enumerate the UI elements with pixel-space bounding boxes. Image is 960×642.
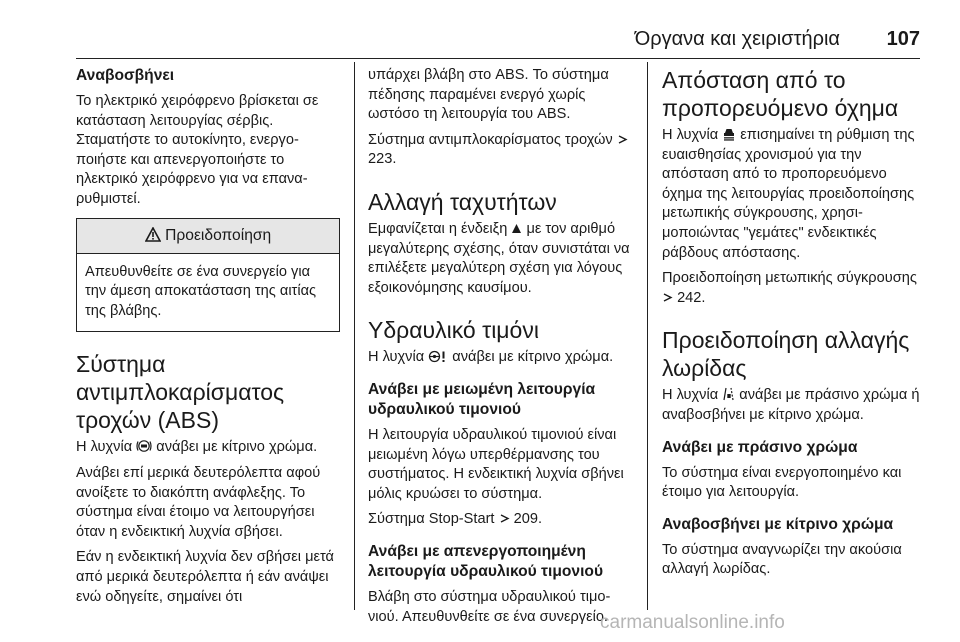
page-header [0, 22, 960, 62]
paragraph: Η λειτουργία υδραυλικού τιμονιού είναι μειωμένη λόγω υπερθέρμανσης του συστήματος. Η ενδεικτική λυχνία σβήνει μόλις κρυώσει το σύστημα. [368, 426, 624, 502]
column-2 [368, 66, 632, 633]
chapter-title: Όργανα και χειριστήρια [634, 28, 840, 50]
column-1 [76, 66, 340, 613]
paragraph: Βλάβη στο σύστημα υδραυλικού τιμονιού. Απευθυνθείτε σε ένα συνεργείο. [368, 588, 611, 625]
paragraph: Το σύστημα αναγνωρίζει την ακούσια αλλαγή λωρίδας. [662, 541, 902, 578]
paragraph: Ανάβει επί μερικά δευτερόλεπτα αφού ανοίξετε το διακόπτη ανάφλεξης. Το σύστημα είναι έτοιμο να λειτουργήσει όταν η ενδεικτική λυχνία σβήσει. [76, 464, 321, 540]
vehicle-distance-icon [722, 127, 736, 141]
paragraph: Η λυχνία ανάβει με κίτρινο χρώμα. [76, 439, 318, 456]
section-heading-abs: Σύστημα αντιμπλοκαρίσματος τροχών (ABS) [76, 351, 285, 434]
warning-triangle-icon [145, 227, 161, 242]
cross-reference: Σύστημα Stop-Start 209. [368, 511, 543, 528]
page-reference-arrow-icon [499, 513, 510, 524]
paragraph: Το ηλεκτρικό χειρόφρενο βρίσκεται σε κατάσταση λειτουργίας σέρβις. Σταματήστε το αυτοκίνητο, ενεργοποιήστε και απενεργοποιήστε το ηλεκτρικό χειρόφρενο για να επαναρυθμιστεί. [76, 93, 319, 207]
abs-lamp-icon [136, 439, 152, 453]
page-reference-arrow-icon [617, 134, 628, 145]
section-heading-vehicle-distance: Απόσταση από το προπορευόμενο όχημα [662, 67, 899, 121]
header-rule [76, 58, 920, 59]
section-heading-gear-shift: Αλλαγή ταχυτήτων [368, 188, 557, 215]
subheading-reduced-steering: Ανάβει με μειωμένη λειτουργία υδραυλικού τιμονιού [368, 380, 596, 418]
subheading-yellow: Αναβοσβήνει με κίτρινο χρώμα [662, 515, 894, 533]
subheading-green: Ανάβει με πράσινο χρώμα [662, 438, 858, 456]
section-heading-lane-departure: Προειδοποίηση αλλαγής λωρίδας [662, 327, 910, 382]
column-divider-2 [647, 62, 648, 610]
lane-departure-icon [722, 387, 735, 401]
warning-title: Προειδοποίηση [165, 226, 272, 244]
paragraph: υπάρχει βλάβη στο ABS. Το σύστημα πέδησης παραμένει ενεργό χωρίς ωστόσο τη λειτουργία του ABS. [368, 67, 609, 123]
warning-text: Απευθυνθείτε σε ένα συνεργείο για την άμεση αποκατάσταση της αιτίας της βλάβης. [85, 263, 317, 319]
power-steering-icon [428, 350, 448, 363]
column-divider-1 [354, 62, 355, 610]
section-heading-power-steering: Υδραυλικό τιμόνι [368, 317, 539, 344]
section-heading-blinking: Αναβοσβήνει [76, 67, 175, 84]
column-3 [662, 66, 924, 586]
paragraph: Η λυχνία επισημαίνει τη ρύθμιση της ευαισθησίας χρονισμού για την απόσταση από το προπορευόμενο όχημα της λειτουργίας προειδοποίησης μετωπικής σύγκρουσης, χρησιμοποιώντας "γεμάτες" ενδεικτικές ράβδους απόστασης. [662, 127, 915, 261]
site-watermark: carmanualsonline.info [600, 612, 785, 633]
warning-header [77, 219, 339, 254]
page-number: 107 [886, 28, 920, 50]
paragraph: Το σύστημα είναι ενεργοποιημένο και έτοιμο για λειτουργία. [662, 464, 902, 501]
paragraph: Εμφανίζεται η ένδειξη με τον αριθμό μεγαλύτερης σχέσης, όταν συνιστάται να επιλέξετε μεγαλύτερη σχέση για λόγους εξοικονόμησης καυσίμου. [368, 220, 630, 296]
paragraph: Η λυχνία ανάβει με κίτρινο χρώμα. [368, 349, 614, 366]
upshift-triangle-icon [511, 223, 522, 234]
subheading-disabled-steering: Ανάβει με απενεργοποιημένη λειτουργία υδραυλικού τιμονιού [368, 542, 604, 580]
cross-reference: Σύστημα αντιμπλοκαρίσματος τροχών 223. [368, 131, 632, 170]
page-reference-arrow-icon [662, 292, 673, 303]
warning-box [76, 218, 340, 333]
cross-reference: Προειδοποίηση μετωπικής σύγκρουσης 242. [662, 270, 917, 306]
paragraph: Η λυχνία ανάβει με πράσινο χρώμα ή αναβοσβήνει με κίτρινο χρώμα. [662, 387, 920, 423]
paragraph: Εάν η ενδεικτική λυχνία δεν σβήσει μετά από μερικά δευτερόλεπτα ή εάν ανάψει ενώ οδηγείτε, σημαίνει ότι [76, 549, 334, 605]
